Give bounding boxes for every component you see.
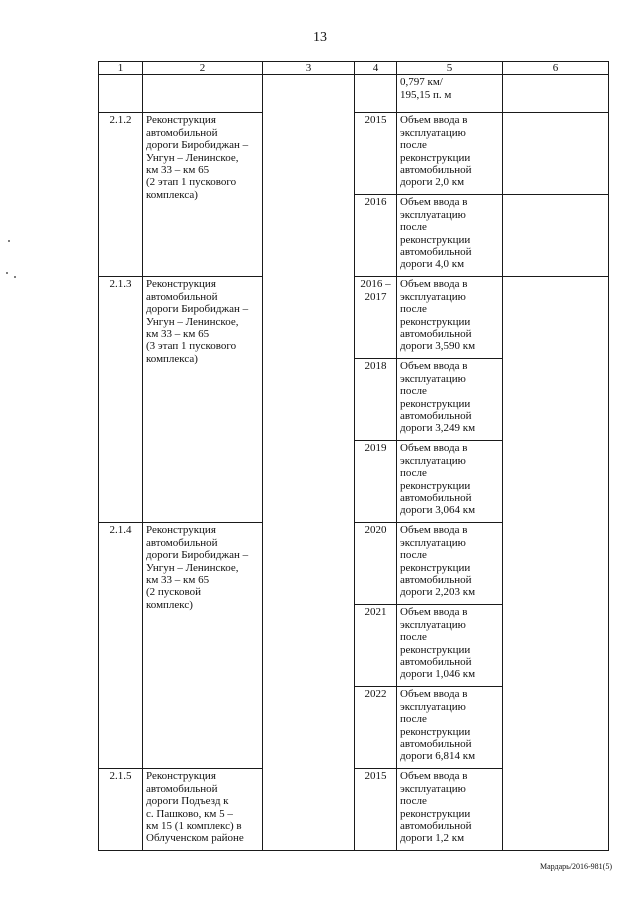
item-year: 2019 bbox=[355, 441, 397, 523]
page-number: 13 bbox=[313, 30, 327, 45]
item-number: 2.1.3 bbox=[99, 277, 143, 523]
item-year: 2018 bbox=[355, 359, 397, 441]
item-number: 2.1.5 bbox=[99, 769, 143, 851]
item-year: 2015 bbox=[355, 769, 397, 851]
item-number: 2.1.4 bbox=[99, 523, 143, 769]
scan-speck bbox=[8, 240, 10, 242]
item-number: 2.1.2 bbox=[99, 113, 143, 277]
cell-name bbox=[143, 75, 263, 113]
cell-year bbox=[355, 75, 397, 113]
header-col-3: 3 bbox=[263, 62, 355, 75]
cell-number bbox=[99, 75, 143, 113]
item-year: 2022 bbox=[355, 687, 397, 769]
header-col-6: 6 bbox=[503, 62, 609, 75]
cell-col6 bbox=[503, 113, 609, 195]
item-indicator: Объем ввода в эксплуатацию после реконструкции автомобильной дороги 3,249 км bbox=[397, 359, 503, 441]
item-name: Реконструкция автомобильной дороги Биробиджан – Унгун – Ленинское, км 33 – км 65 (2 этап 1 пускового комплекса) bbox=[143, 113, 263, 277]
item-year: 2020 bbox=[355, 523, 397, 605]
cell-col3 bbox=[263, 75, 355, 851]
cell-col6 bbox=[503, 195, 609, 277]
item-year: 2016 bbox=[355, 195, 397, 277]
header-row bbox=[99, 62, 609, 75]
program-table bbox=[98, 61, 609, 851]
item-indicator: Объем ввода в эксплуатацию после реконструкции автомобильной дороги 6,814 км bbox=[397, 687, 503, 769]
item-name: Реконструкция автомобильной дороги Биробиджан – Унгун – Ленинское, км 33 – км 65 (2 пусковой комплекс) bbox=[143, 523, 263, 769]
item-year: 2021 bbox=[355, 605, 397, 687]
scan-speck bbox=[14, 276, 16, 278]
item-indicator: Объем ввода в эксплуатацию после реконструкции автомобильной дороги 2,203 км bbox=[397, 523, 503, 605]
item-indicator: Объем ввода в эксплуатацию после реконструкции автомобильной дороги 1,2 км bbox=[397, 769, 503, 851]
item-indicator: Объем ввода в эксплуатацию после реконструкции автомобильной дороги 3,590 км bbox=[397, 277, 503, 359]
table-row bbox=[99, 75, 609, 113]
item-name: Реконструкция автомобильной дороги Подъезд к с. Пашково, км 5 – км 15 (1 комплекс) в Облученском районе bbox=[143, 769, 263, 851]
cell-col6 bbox=[503, 277, 609, 851]
header-col-1: 1 bbox=[99, 62, 143, 75]
document-footer-code: Мардарь/2016-981(5) bbox=[539, 862, 612, 871]
header-col-5: 5 bbox=[397, 62, 503, 75]
item-indicator: Объем ввода в эксплуатацию после реконструкции автомобильной дороги 4,0 км bbox=[397, 195, 503, 277]
header-col-2: 2 bbox=[143, 62, 263, 75]
header-col-4: 4 bbox=[355, 62, 397, 75]
item-indicator: Объем ввода в эксплуатацию после реконструкции автомобильной дороги 1,046 км bbox=[397, 605, 503, 687]
cell-indicator: 0,797 км/ 195,15 п. м bbox=[397, 75, 503, 113]
item-name: Реконструкция автомобильной дороги Биробиджан – Унгун – Ленинское, км 33 – км 65 (3 этап 1 пускового комплекса) bbox=[143, 277, 263, 523]
scan-speck bbox=[6, 272, 8, 274]
item-indicator: Объем ввода в эксплуатацию после реконструкции автомобильной дороги 3,064 км bbox=[397, 441, 503, 523]
item-year: 2015 bbox=[355, 113, 397, 195]
item-year: 2016 – 2017 bbox=[355, 277, 397, 359]
item-indicator: Объем ввода в эксплуатацию после реконструкции автомобильной дороги 2,0 км bbox=[397, 113, 503, 195]
cell-col6 bbox=[503, 75, 609, 113]
